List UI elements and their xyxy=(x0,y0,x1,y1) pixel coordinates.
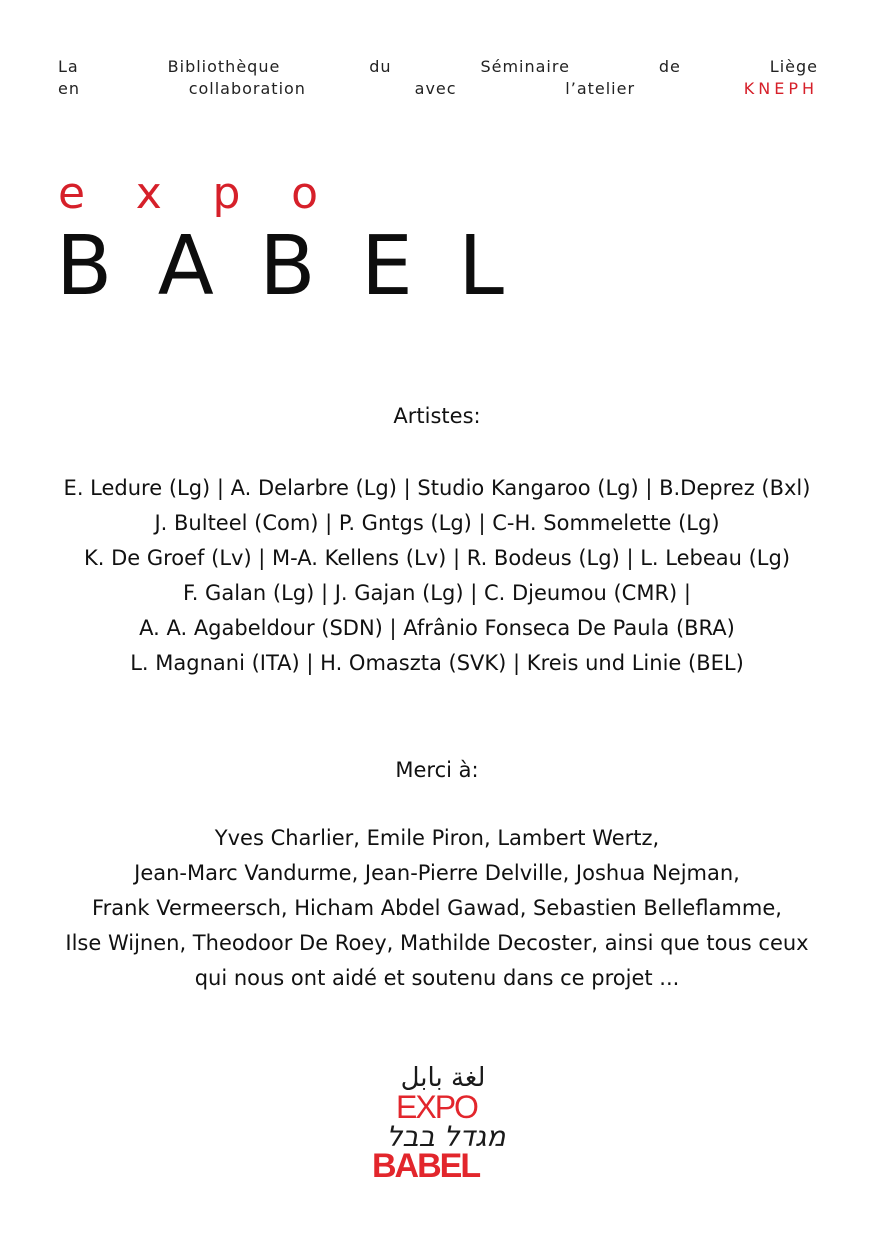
artists-line: F. Galan (Lg) | J. Gajan (Lg) | C. Djeumou (CMR) | xyxy=(183,581,691,605)
babel-letter: B xyxy=(56,219,113,314)
artists-line: J. Bulteel (Com) | P. Gntgs (Lg) | C-H. Sommelette (Lg) xyxy=(154,511,720,535)
expo-title xyxy=(58,168,318,220)
babel-title xyxy=(56,219,504,314)
artists-heading: Artistes: xyxy=(393,404,481,428)
logo-arabic-text: لغة بابل xyxy=(400,1063,486,1093)
thanks-line: Jean-Marc Vandurme, Jean-Pierre Delville, Joshua Nejman, xyxy=(134,861,740,885)
header-word: Séminaire xyxy=(480,57,570,76)
header-line-1 xyxy=(58,57,818,77)
header-word: La xyxy=(58,57,79,76)
artists-line: E. Ledure (Lg) | A. Delarbre (Lg) | Studio Kangaroo (Lg) | B.Deprez (Bxl) xyxy=(63,476,811,500)
header-word: de xyxy=(658,57,681,76)
header-word: Liège xyxy=(769,57,818,76)
header-line-2 xyxy=(58,79,818,99)
thanks-line: qui nous ont aidé et soutenu dans ce projet ... xyxy=(194,966,680,990)
babel-letter: E xyxy=(361,219,413,314)
thanks-line: Frank Vermeersch, Hicham Abdel Gawad, Sebastien Belleflamme, xyxy=(92,896,782,920)
expo-letter: o xyxy=(291,168,318,219)
babel-letter: A xyxy=(157,219,214,314)
logo-expo-text: EXPO xyxy=(396,1089,477,1125)
logo-babel-text: BABEL xyxy=(372,1147,480,1183)
thanks-heading: Merci à: xyxy=(395,758,479,782)
header-word: l’atelier xyxy=(565,79,636,98)
expo-letter: p xyxy=(212,168,241,219)
logo-hebrew-text: מגדל בבל xyxy=(386,1120,506,1153)
babel-letter: B xyxy=(259,219,316,314)
header-word: Bibliothèque xyxy=(167,57,281,76)
artists-list xyxy=(0,471,874,681)
expo-letter: e xyxy=(58,168,86,219)
thanks-list xyxy=(0,821,874,996)
header-word: en xyxy=(58,79,80,98)
artists-line: L. Magnani (ITA) | H. Omaszta (SVK) | Kreis und Linie (BEL) xyxy=(130,651,744,675)
header-word: collaboration xyxy=(188,79,306,98)
thanks-line: Yves Charlier, Emile Piron, Lambert Wertz, xyxy=(214,826,660,850)
thanks-line: Ilse Wijnen, Theodoor De Roey, Mathilde Decoster, ainsi que tous ceux xyxy=(65,931,809,955)
header-word: avec xyxy=(414,79,457,98)
artists-line: A. A. Agabeldour (SDN) | Afrânio Fonseca De Paula (BRA) xyxy=(139,616,735,640)
babel-letter: L xyxy=(458,219,504,314)
kneph-label: KNEPH xyxy=(743,79,818,98)
expo-babel-logo xyxy=(368,1048,518,1183)
expo-letter: x xyxy=(135,168,162,219)
artists-line: K. De Groef (Lv) | M-A. Kellens (Lv) | R. Bodeus (Lg) | L. Lebeau (Lg) xyxy=(83,546,791,570)
header-word: du xyxy=(369,57,392,76)
